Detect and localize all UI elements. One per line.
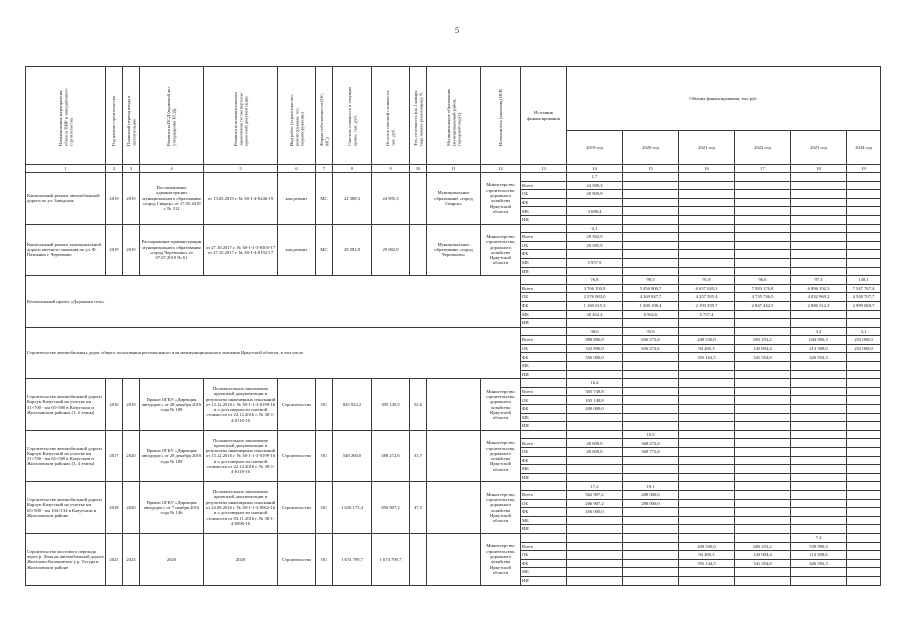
table-row [26, 379, 881, 388]
col-num: 14 [567, 165, 623, 173]
percent-cell: 3,1 [847, 327, 881, 336]
municipality [427, 533, 481, 585]
work-type: Строительство [278, 533, 316, 585]
percent-cell: 91,8 [679, 276, 735, 285]
value-cell: 105 148,8 [567, 396, 623, 405]
value-cell: 562 907,2 [567, 490, 623, 499]
value-cell: 20 000,0 [567, 448, 623, 457]
source-label: Всего [521, 284, 567, 293]
source-label: ИИ [521, 370, 567, 379]
percent-cell: 99,5 [623, 276, 679, 285]
municipality [427, 379, 481, 431]
value-cell: 2 576 083,0 [567, 293, 623, 302]
col-header-readiness: Тех. готовность (на 1 января года начала реализации), % [412, 89, 423, 146]
readiness [410, 224, 427, 276]
source-label: ОБ [521, 190, 567, 199]
percent-cell: 16,4 [567, 379, 623, 388]
col-header-period: Плановый период ввода в эксплуатацию [125, 95, 136, 146]
col-header-ownership: Форма собственности (ОС, МС) [318, 92, 329, 146]
col-header-rest: Остаток сметной стоимости, тыс. руб. [385, 89, 396, 146]
percent-cell: 76,8 [567, 276, 623, 285]
start-year: 2019 [106, 224, 123, 276]
value-cell: 888 896,9 [567, 336, 623, 345]
executor: Министерство строительства, дорожного хозяйства Иркутской области [481, 533, 521, 585]
executor: Министерство строительства, дорожного хозяйства Иркутской области [481, 430, 521, 482]
value-cell: 4 269 847,7 [623, 293, 679, 302]
table-row [26, 173, 881, 182]
year-2024: 2024 год [847, 131, 881, 165]
percent-cell: 3,2 [791, 327, 847, 336]
table-row [26, 327, 881, 336]
psd-details: Распоряжение администрации муниципального образования «город Черемхово» от 07.07.2019 № 61 [140, 224, 204, 276]
col-num: 4 [140, 165, 204, 173]
value-cell: 449 530,0 [679, 336, 735, 345]
value-cell: 4 735 736,5 [735, 293, 791, 302]
source-label: ОБ [521, 448, 567, 457]
source-label: ОБ [521, 241, 567, 250]
value-cell: 355 164,5 [679, 353, 735, 362]
col-num: 18 [791, 165, 847, 173]
value-cell: 1 160 015,3 [567, 301, 623, 310]
col-header-funding: Объемы финансирования, тыс.руб. [567, 67, 881, 131]
source-label: ОБ [521, 396, 567, 405]
value-cell: 426 592,3 [791, 559, 847, 568]
value-cell: 252 000,0 [847, 336, 881, 345]
executor: Министерство строительства, дорожного хозяйства Иркутской области [481, 379, 521, 431]
col-num: 6 [278, 165, 316, 173]
value-cell: 3 688,4 [567, 207, 623, 216]
work-type: Строительство [278, 379, 316, 431]
value-cell [567, 215, 623, 224]
expertise-details: 2020 [204, 533, 278, 585]
end-year: 2019 [123, 379, 140, 431]
ownership: ОС [316, 533, 333, 585]
col-header-municipality: Муниципальное образование (муниципальный район, городской округ) [445, 88, 462, 146]
object-name: Капитальный ремонт муниципальной дороги местного значения по ул. Ф. Патокина г. Черемхово [26, 224, 106, 276]
value-cell: 200 000,0 [567, 405, 623, 414]
source-label: МБ [521, 310, 567, 319]
work-type: кап.ремонт [278, 173, 316, 225]
value-cell: 5 456 800,7 [623, 284, 679, 293]
col-header-work-type: Вид работ (строительство, реконструкция, тех. перевооружение) [288, 93, 305, 146]
executor: Министерство строительства, дорожного хозяйства Иркутской области [481, 173, 521, 225]
value-cell: 656 272,6 [623, 336, 679, 345]
col-num: 17 [735, 165, 791, 173]
col-num: 10 [410, 165, 427, 173]
estimated-cost: 843 922,2 [333, 379, 372, 431]
expertise-details: от 13.05.2019 г. № 38-1-4-0246-19 [204, 173, 278, 225]
expertise-details: Положительное заключение проектной документации и результаты инженерных изысканий от 13.12.2016 г. № 38-1-1-3-0199-16 и о достоверности сметной стоимости от 22.12.2016 г. № 38-1-4-0118-16 [204, 430, 278, 482]
value-cell: 5 757,4 [679, 310, 735, 319]
percent-cell: 35,6 [623, 327, 679, 336]
municipality: Муниципальное образование «город Свирск» [427, 173, 481, 225]
estimated-cost: 24 588,3 [333, 173, 372, 225]
value-cell: 3 766 350,9 [567, 284, 623, 293]
ownership: ОС [316, 430, 333, 482]
source-label: ИИ [521, 267, 567, 276]
readiness: 31,7 [410, 430, 427, 482]
psd-details: Приказ ОГКУ «Дирекция автодорог» от 28 декабря 2016 года № 189 [140, 430, 204, 482]
source-label: МБ [521, 465, 567, 474]
percent-cell: 19,1 [623, 482, 679, 491]
table-row [26, 482, 881, 491]
col-header-executor: Исполнитель (заказчик) ОГВ [497, 88, 503, 146]
start-year: 2021 [106, 533, 123, 585]
source-label: МБ [521, 362, 567, 371]
col-num: 9 [372, 165, 410, 173]
source-label: МБ [521, 516, 567, 525]
source-label: Всего [521, 387, 567, 396]
value-cell: 656 272,6 [623, 344, 679, 353]
col-num: 19 [847, 165, 881, 173]
source-label: ФБ [521, 559, 567, 568]
col-num: 7 [316, 165, 333, 173]
psd-details: Приказ ОГКУ «Дирекция автодорог» от 7 ноября 2016 года № 146 [140, 482, 204, 534]
col-num: 2 [106, 165, 123, 173]
value-cell: 4 257 505,4 [679, 293, 735, 302]
source-label: Всего [521, 336, 567, 345]
end-year: 2020 [123, 430, 140, 482]
source-label: ОБ [521, 499, 567, 508]
readiness [410, 533, 427, 585]
value-cell: 541 354,8 [735, 353, 791, 362]
object-name: Строительство автомобильной дороги Карлук-Качугский на участке км 65+500 - км 104+134 в Качугском и Жигаловском районе [26, 482, 106, 534]
value-cell: 206 907,2 [567, 499, 623, 508]
value-cell: 213 398,0 [791, 344, 847, 353]
col-header-source: Источник финансирования [521, 67, 567, 165]
remaining-cost: 850 907,2 [372, 482, 410, 534]
value-cell: 541 354,8 [735, 559, 791, 568]
psd-details: Приказ ОГКУ «Дирекция автодорог» от 28 декабря 2016 года № 188 [140, 379, 204, 431]
estimated-cost: 1 620 175,4 [333, 482, 372, 534]
value-cell: 30 452,4 [567, 310, 623, 319]
source-label: ИИ [521, 422, 567, 431]
value-cell: 332 896,9 [567, 344, 623, 353]
source-label: ИИ [521, 215, 567, 224]
year-2023: 2023 год [791, 131, 847, 165]
source-label: ОБ [521, 293, 567, 302]
estimated-cost: 548 260,0 [333, 430, 372, 482]
year-2020: 2020 год [623, 131, 679, 165]
percent-cell: 96,6 [735, 276, 791, 285]
object-name: Капитальный ремонт автомобильной дороги по ул. Заводская [26, 173, 106, 225]
readiness [410, 173, 427, 225]
source-label: МБ [521, 207, 567, 216]
col-num: 5 [204, 165, 278, 173]
value-cell: 426 592,3 [791, 353, 847, 362]
investment-table [25, 66, 881, 586]
value-cell: 29 585,9 [567, 241, 623, 250]
year-2019: 2019 год [567, 131, 623, 165]
source-label: МБ [521, 413, 567, 422]
source-label: ОБ [521, 344, 567, 353]
source-label: ИИ [521, 576, 567, 585]
object-name: Строительство мостового перехода через р. Лена на автомобильной дороге Жигалово-Казачинское у р. Тутура в Жигаловском районе [26, 533, 106, 585]
source-label: МБ [521, 258, 567, 267]
value-cell: 556 000,0 [567, 353, 623, 362]
value-cell: 2 847 442,5 [735, 301, 791, 310]
col-header-psd: Реквизиты ПСД (правовой акт утверждения ПСД) [166, 86, 177, 146]
start-year: 2018 [106, 482, 123, 534]
percent-cell: 97,3 [791, 276, 847, 285]
source-label: ФБ [521, 198, 567, 207]
source-label: ФБ [521, 405, 567, 414]
percent-cell: 1,7 [567, 173, 623, 182]
psd-details: Постановление администрации муниципального образования «город Свирск» от 17.05.2019 г. № 312 [140, 173, 204, 225]
source-label: ФБ [521, 456, 567, 465]
end-year: 2023 [123, 533, 140, 585]
start-year: 2019 [106, 173, 123, 225]
value-cell: 4 032 969,2 [791, 293, 847, 302]
source-label: ИИ [521, 525, 567, 534]
municipality [427, 430, 481, 482]
remaining-cost: 24 995,3 [372, 173, 410, 225]
col-header-start: Год начала строительства [111, 95, 117, 146]
table-row [26, 533, 881, 542]
source-label: ОБ [521, 551, 567, 560]
value-cell: 368 272,6 [623, 439, 679, 448]
source-label: ИИ [521, 319, 567, 328]
value-cell: 113 398,0 [791, 551, 847, 560]
col-header-name: Наименование мероприятия, объекта ПИР и завершённого строительства [57, 88, 74, 146]
percent-cell: 38,6 [567, 327, 623, 336]
value-cell: 94 405,3 [679, 344, 735, 353]
table-row [26, 224, 881, 233]
col-num: 8 [333, 165, 372, 173]
value-cell: 20 000,0 [567, 439, 623, 448]
object-name: Строительство автомобильной дороги Карлук-Качугский на участке км 31+700 - км 65+500 в Качугском и Жигаловском районах (3, 4 этапы) [26, 430, 106, 482]
percent-cell: 0,1 [567, 224, 623, 233]
source-label: ФБ [521, 301, 567, 310]
value-cell [567, 267, 623, 276]
col-header-cost: Сметная стоимость в текущих ценах, тыс. руб. [346, 86, 357, 146]
value-cell: 252 000,0 [847, 344, 881, 353]
col-header-expertise: Реквизиты положительного заключения госэкспертизы проектной документации [232, 91, 249, 146]
value-cell: 368 772,6 [623, 448, 679, 457]
source-label: Всего [521, 233, 567, 242]
value-cell: 7 547 767,4 [847, 284, 881, 293]
table-row [26, 430, 881, 439]
value-cell: 1 200 198,4 [623, 301, 679, 310]
expertise-details: Положительное заключение проектной документации и результаты инженерных изысканий от 13.12.2016 г. № 38-1-1-3-0199-16 и о достоверности сметной стоимости от 22.12.2016 г. № 38-1-4-0118-16 [204, 379, 278, 431]
value-cell: 5 957,9 [567, 258, 623, 267]
estimated-cost: 29 582,9 [333, 224, 372, 276]
col-num: 16 [679, 165, 735, 173]
value-cell: 4 548 707,7 [847, 293, 881, 302]
source-label: Всего [521, 439, 567, 448]
ownership: МС [316, 173, 333, 225]
work-type: Строительство [278, 482, 316, 534]
value-cell: 2 193 559,7 [679, 301, 735, 310]
source-label: ФБ [521, 250, 567, 259]
value-cell [567, 198, 623, 207]
percent-cell: 7,2 [791, 533, 847, 542]
start-year: 2017 [106, 430, 123, 482]
value-cell: 29 582,9 [567, 233, 623, 242]
col-num: 1 [26, 165, 106, 173]
ownership: ОС [316, 379, 333, 431]
remaining-cost: 29 982,9 [372, 224, 410, 276]
year-2022: 2022 год [735, 131, 791, 165]
expertise-details: Положительное заключение проектной документации и результаты инженерных изысканий от 24.08.2016 г. № 38-1-1-3-0062-16 и о достоверности сметной стоимости от 03.11.2016 г. № 38-1-4-0096-16 [204, 482, 278, 534]
remaining-cost: 1 674 799,7 [372, 533, 410, 585]
year-2021: 2021 год [679, 131, 735, 165]
col-num: 11 [427, 165, 481, 173]
value-cell: 685 253,2 [735, 336, 791, 345]
value-cell: 288 000,0 [623, 490, 679, 499]
value-cell: 685 253,2 [735, 542, 791, 551]
col-num: 15 [623, 165, 679, 173]
value-cell: 6 657 020,3 [679, 284, 735, 293]
source-label: МБ [521, 568, 567, 577]
work-type: кап.ремонт [278, 224, 316, 276]
value-cell: 20 900,9 [567, 190, 623, 199]
percent-cell: 10,5 [623, 430, 679, 439]
value-cell: 2 999 060,7 [847, 301, 881, 310]
source-label: ФБ [521, 353, 567, 362]
executor: Министерство строительства, дорожного хозяйства Иркутской области [481, 482, 521, 534]
source-label: Всего [521, 542, 567, 551]
source-label: Всего [521, 490, 567, 499]
table-row [26, 276, 881, 285]
end-year: 2020 [123, 482, 140, 534]
source-label: ИИ [521, 473, 567, 482]
value-cell: 539 990,3 [791, 542, 847, 551]
end-year: 2019 [123, 224, 140, 276]
regional-project-title: Региональный проект «Дорожная сеть» [26, 276, 521, 328]
header-row [26, 67, 881, 131]
remaining-cost: 395 149,5 [372, 379, 410, 431]
value-cell: 356 000,0 [567, 508, 623, 517]
value-cell: 143 904,4 [735, 551, 791, 560]
source-label: Всего [521, 181, 567, 190]
value-cell: 94 405,3 [679, 551, 735, 560]
municipality [427, 482, 481, 534]
value-cell [567, 250, 623, 259]
ownership: МС [316, 224, 333, 276]
municipality: Муниципальное образование «город Черемхово» [427, 224, 481, 276]
value-cell: 6 896 192,3 [791, 284, 847, 293]
start-year: 2016 [106, 379, 123, 431]
remaining-cost: 388 272,6 [372, 430, 410, 482]
value-cell: 355 144,5 [679, 559, 735, 568]
readiness: 47,5 [410, 482, 427, 534]
value-cell: 6 562,6 [623, 310, 679, 319]
estimated-cost: 1 674 799,7 [333, 533, 372, 585]
psd-details: 2020 [140, 533, 204, 585]
col-num: 3 [123, 165, 140, 173]
object-name: Строительство автомобильной дороги Карлук-Качугский на участке км 31+700 - км 65+500 в Качугском и Жигаловском районах (1, 2 этапы) [26, 379, 106, 431]
readiness: 52,6 [410, 379, 427, 431]
value-cell: 7 583 176,8 [735, 284, 791, 293]
value-cell: 305 748,8 [567, 387, 623, 396]
executor: Министерство строительства, дорожного хозяйства Иркутской области [481, 224, 521, 276]
percent-cell: 17,2 [567, 482, 623, 491]
end-year: 2019 [123, 173, 140, 225]
value-cell: 643 990,3 [791, 336, 847, 345]
percent-cell: 138,1 [847, 276, 881, 285]
work-type: Строительство [278, 430, 316, 482]
col-num: 12 [481, 165, 521, 173]
col-num: 13 [521, 165, 567, 173]
value-cell: 449 530,0 [679, 542, 735, 551]
ownership: ОС [316, 482, 333, 534]
source-label: ФБ [521, 508, 567, 517]
value-cell: 288 000,0 [623, 499, 679, 508]
value-cell: 145 894,4 [735, 344, 791, 353]
expertise-details: от 27.10.2017 г. № 38-1-1-3-0503-17 от 27.10.2017 г. № 38-1-4-0192-17 [204, 224, 278, 276]
page-number: 5 [455, 26, 459, 35]
value-cell: 24 589,3 [567, 181, 623, 190]
column-numbers-row [26, 165, 881, 173]
value-cell: 2 886 512,3 [791, 301, 847, 310]
construction-section-title: Строительство автомобильных дорог общего пользования регионального или межмуниципального значения Иркутской области, в том числе [26, 327, 521, 379]
